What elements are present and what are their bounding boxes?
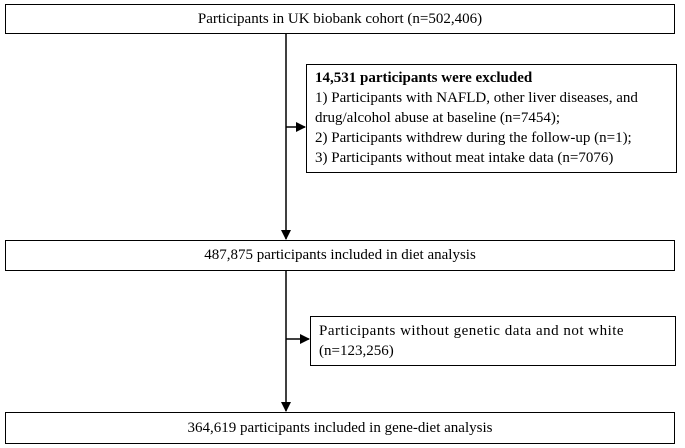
genetic-exclusion-count: (n=123,256) bbox=[319, 343, 394, 359]
exclusion-line: 3) Participants without meat intake data (n=7076) bbox=[315, 150, 614, 166]
exclusion-line: drug/alcohol abuse at baseline (n=7454); bbox=[315, 110, 561, 126]
cohort-box: Participants in UK biobank cohort (n=502,406) bbox=[5, 4, 675, 34]
genetic-exclusion-box bbox=[310, 316, 676, 366]
gene-diet-analysis-box: 364,619 participants included in gene-diet analysis bbox=[5, 412, 675, 444]
exclusion-line: 2) Participants withdrew during the follow-up (n=1); bbox=[315, 130, 632, 146]
exclusion-box bbox=[306, 64, 677, 173]
diet-analysis-box: 487,875 participants included in diet analysis bbox=[5, 240, 675, 271]
genetic-exclusion-line: Participants without genetic data and not white bbox=[319, 323, 625, 339]
exclusion-title: 14,531 participants were excluded bbox=[315, 70, 533, 86]
exclusion-line: 1) Participants with NAFLD, other liver diseases, and bbox=[315, 90, 638, 106]
